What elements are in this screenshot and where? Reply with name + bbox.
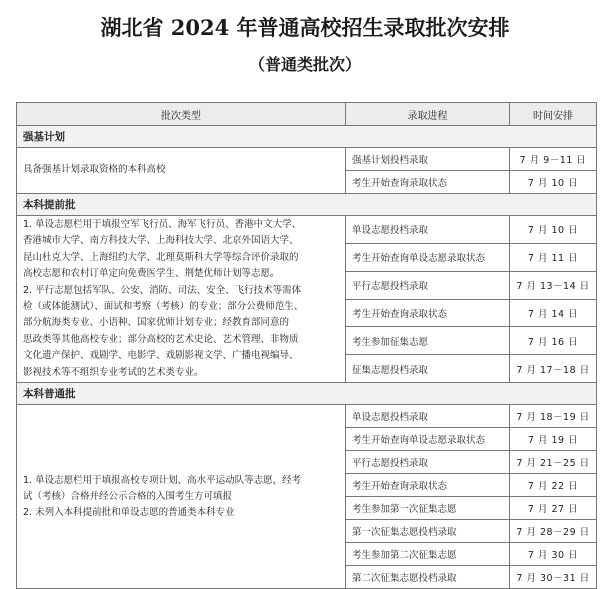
process-cell: 考生开始查询录取状态 xyxy=(346,474,510,497)
process-cell: 平行志愿投档录取 xyxy=(346,451,510,474)
admission-schedule-table xyxy=(16,102,597,589)
process-cell: 平行志愿投档录取 xyxy=(346,271,510,299)
table-row xyxy=(17,405,597,428)
process-cell: 考生参加第一次征集志愿 xyxy=(346,497,510,520)
table-row xyxy=(17,148,597,171)
process-cell: 强基计划投档录取 xyxy=(346,148,510,171)
section-header xyxy=(17,383,597,405)
time-cell: 7 月 19 日 xyxy=(510,428,597,451)
time-cell: 7 月 16 日 xyxy=(510,327,597,355)
time-cell: 7 月 9－11 日 xyxy=(510,148,597,171)
process-cell: 单设志愿投档录取 xyxy=(346,405,510,428)
process-cell: 考生参加第二次征集志愿 xyxy=(346,543,510,566)
description-line: 试（考核）合格并经公示合格的入围考生方可填报 xyxy=(23,490,233,502)
table-header-row xyxy=(17,103,597,126)
time-cell: 7 月 18－19 日 xyxy=(510,405,597,428)
header-process: 录取进程 xyxy=(346,103,510,126)
description-line: 思政类等其他高校专业；部分高校的艺术史论、艺术管理、非物质 xyxy=(23,333,299,345)
description-line: 香港城市大学、南方科技大学、上海科技大学、北京外国语大学、 xyxy=(23,235,299,247)
page-title: 湖北省 2024 年普通高校招生录取批次安排 xyxy=(100,15,510,40)
time-cell: 7 月 14 日 xyxy=(510,299,597,327)
page-subtitle: （普通类批次） xyxy=(248,55,361,74)
description-line: 2. 未列入本科提前批和单设志愿的普通类本科专业 xyxy=(23,506,235,518)
process-cell: 考生开始查询单设志愿录取状态 xyxy=(346,428,510,451)
description-line: 1. 单设志愿栏用于填报高校专项计划、高水平运动队等志愿，经考 xyxy=(23,474,302,486)
description-line: 检（或体能测试）、面试和考察（考核）的专业；部分公费师范生、 xyxy=(23,301,304,313)
section-header xyxy=(17,126,597,148)
process-cell: 单设志愿投档录取 xyxy=(346,216,510,244)
description-line: 具备强基计划录取资格的本科高校 xyxy=(23,164,166,176)
process-cell: 考生参加征集志愿 xyxy=(346,327,510,355)
time-cell: 7 月 17－18 日 xyxy=(510,355,597,383)
process-cell: 考生开始查询录取状态 xyxy=(346,299,510,327)
time-cell: 7 月 13－14 日 xyxy=(510,271,597,299)
time-cell: 7 月 10 日 xyxy=(510,171,597,194)
description-line: 昆山杜克大学、上海纽约大学、北理莫斯科大学等综合评价录取的 xyxy=(23,251,299,263)
time-cell: 7 月 11 日 xyxy=(510,243,597,271)
time-cell: 7 月 22 日 xyxy=(510,474,597,497)
description-line: 部分航海类专业、小语种、国家优师计划专业；经教育部同意的 xyxy=(23,317,290,329)
description-line: 文化遗产保护、戏剧学、电影学、戏剧影视文学、广播电视编导、 xyxy=(23,350,299,362)
section-title: 强基计划 xyxy=(17,126,597,148)
description-line: 2. 平行志愿包括军队、公安、消防、司法、安全、飞行技术等需体 xyxy=(23,284,302,296)
section-header xyxy=(17,194,597,216)
time-cell: 7 月 10 日 xyxy=(510,216,597,244)
process-cell: 征集志愿投档录取 xyxy=(346,355,510,383)
header-time: 时间安排 xyxy=(510,103,597,126)
process-cell: 第二次征集志愿投档录取 xyxy=(346,566,510,589)
process-cell: 考生开始查询单设志愿录取状态 xyxy=(346,243,510,271)
batch-description xyxy=(17,148,346,194)
description-line: 影视技术等不组织专业考试的艺术类专业。 xyxy=(23,366,204,378)
table-row xyxy=(17,216,597,244)
section-title: 本科提前批 xyxy=(17,194,597,216)
time-cell: 7 月 27 日 xyxy=(510,497,597,520)
time-cell: 7 月 30－31 日 xyxy=(510,566,597,589)
batch-description xyxy=(17,405,346,589)
time-cell: 7 月 28－29 日 xyxy=(510,520,597,543)
description-line: 1. 单设志愿栏用于填报空军飞行员、海军飞行员、香港中文大学、 xyxy=(23,219,302,230)
process-cell: 第一次征集志愿投档录取 xyxy=(346,520,510,543)
header-batch-type: 批次类型 xyxy=(17,103,346,126)
time-cell: 7 月 21－25 日 xyxy=(510,451,597,474)
description-line: 高校志愿和农村订单定向免费医学生、荆楚优师计划等志愿。 xyxy=(23,268,280,280)
batch-description xyxy=(17,216,346,383)
section-title: 本科普通批 xyxy=(17,383,597,405)
process-cell: 考生开始查询录取状态 xyxy=(346,171,510,194)
time-cell: 7 月 30 日 xyxy=(510,543,597,566)
